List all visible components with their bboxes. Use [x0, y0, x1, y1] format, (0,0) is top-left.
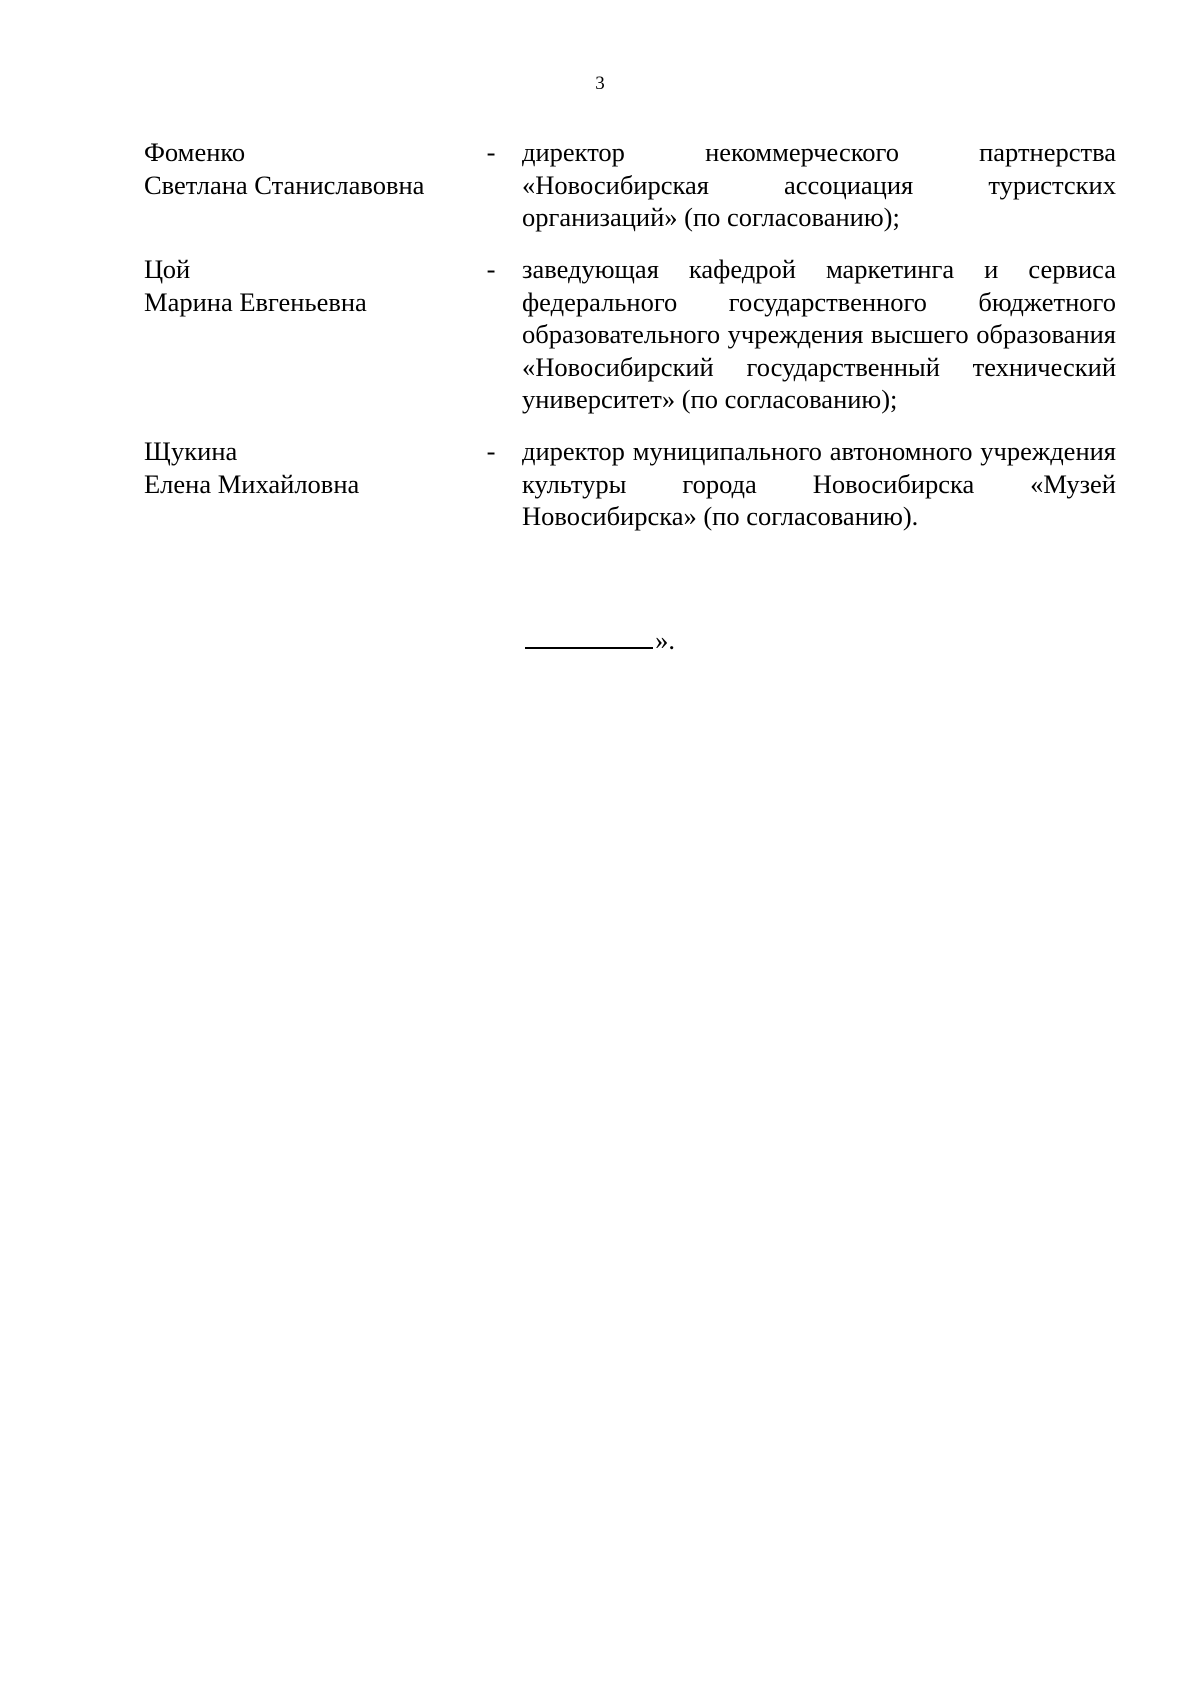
- member-surname: Цой: [144, 254, 191, 284]
- member-name: [144, 253, 474, 318]
- member-given-names: Елена Михайловна: [144, 468, 360, 499]
- member-given-names: Марина Евгеньевна: [144, 286, 367, 317]
- member-given-names: Светлана Станиславовна: [144, 169, 425, 200]
- member-surname: Щукина: [144, 436, 238, 466]
- page-number: 3: [595, 73, 605, 94]
- member-name: [144, 435, 474, 500]
- member-dash: -: [486, 436, 496, 466]
- closing-underline: [525, 621, 653, 649]
- member-name: [144, 136, 474, 201]
- member-surname: Фоменко: [144, 137, 246, 167]
- closing-quote: ».: [655, 625, 675, 655]
- member-dash: -: [486, 137, 496, 167]
- member-dash: -: [486, 254, 496, 284]
- member-role: директор некоммерческого партнерства «Новосибирская ассоциация туристских организаций» (по согласованию);: [522, 137, 1116, 232]
- member-role: директор муниципального автономного учреждения культуры города Новосибирска «Музей Новосибирска» (по согласованию).: [522, 436, 1116, 531]
- closing-mark: [0, 621, 1200, 656]
- member-role: заведующая кафедрой маркетинга и сервиса федерального государственного бюджетного образовательного учреждения высшего образования «Новосибирский государственный технический университет» (по согласованию);: [522, 254, 1116, 414]
